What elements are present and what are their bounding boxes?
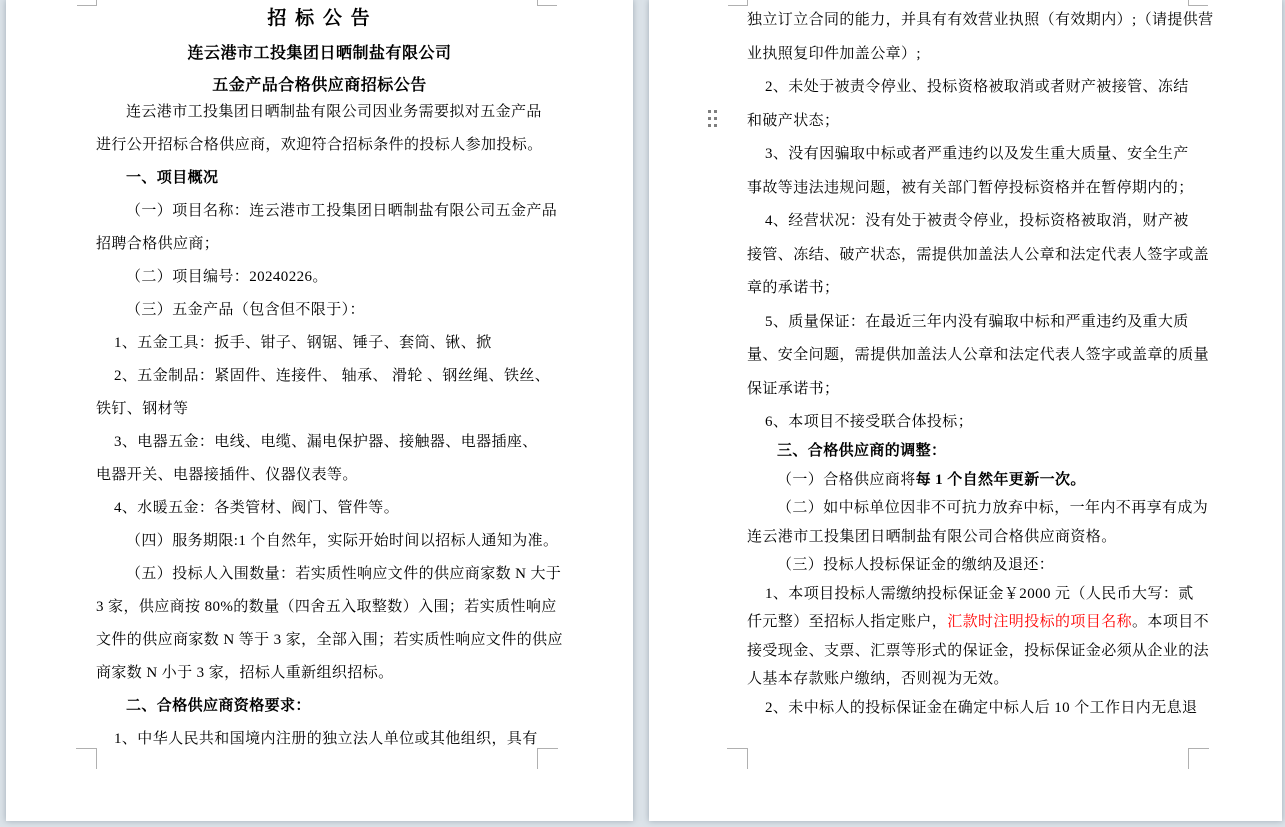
text-line — [96, 624, 563, 657]
text-run: （二）项目编号：20240226。 — [126, 269, 328, 285]
text-line — [747, 608, 1210, 637]
text-line — [747, 71, 1188, 105]
text-line — [96, 162, 537, 195]
text-run: 独立订立合同的能力，并具有有效营业执照（有效期内）;（请提供营 — [747, 12, 1214, 28]
text-line — [747, 466, 1188, 495]
text-run: （四）服务期限:1 个自然年，实际开始时间以招标人通知为准。 — [126, 533, 559, 549]
text-line — [747, 239, 1210, 273]
text-line — [747, 551, 1188, 580]
text-run: 量、安全问题，需提供加盖法人公章和法定代表人签字或盖章的质量 — [747, 347, 1210, 363]
text-run: 接管、冻结、破产状态，需提供加盖法人公章和法定代表人签字或盖 — [747, 246, 1210, 263]
text-line — [96, 129, 543, 162]
text-run: （三）投标人投标保证金的缴纳及退还： — [777, 557, 1055, 573]
crop-mark — [537, 748, 558, 749]
crop-mark — [727, 748, 748, 749]
page-2-text-column-upper — [747, 4, 1214, 440]
text-run: 事故等违法违规问题，被有关部门暂停投标资格并在暂停期内的； — [747, 179, 1194, 196]
text-line — [747, 4, 1214, 38]
crop-mark — [537, 748, 538, 769]
text-run: 保证承诺书； — [747, 380, 840, 397]
text-run: 1、五金工具：扳手、钳子、钢锯、锤子、套筒、锹、掀 — [114, 335, 492, 351]
text-line — [747, 205, 1188, 239]
text-line — [96, 294, 537, 327]
crop-mark — [76, 748, 97, 749]
text-run: 电器开关、电器接插件、仪器仪表等。 — [96, 467, 358, 483]
text-line — [747, 637, 1210, 666]
text-line — [96, 228, 537, 261]
text-run: 三、合格供应商的调整： — [777, 443, 947, 459]
text-line — [747, 494, 1209, 523]
text-line — [747, 105, 1188, 139]
crop-mark — [537, 5, 557, 6]
text-run: 。本项目不 — [1132, 614, 1210, 630]
text-run: 连云港市工投集团日晒制盐有限公司合格供应商资格。 — [747, 528, 1117, 545]
text-line — [96, 723, 537, 756]
text-run: 进行公开招标合格供应商，欢迎符合招标条件的投标人参加投标。 — [96, 137, 543, 153]
text-run: 仟元整）至招标人指定账户， — [747, 614, 948, 630]
text-run: （一）项目名称：连云港市工投集团日晒制盐有限公司五金产品 — [126, 203, 558, 219]
crop-mark — [1188, 748, 1189, 769]
text-line — [747, 665, 1188, 694]
text-run: 每 1 个自然年更新一次。 — [915, 471, 1086, 488]
text-run: 4、经营状况：没有处于被责令停业，投标资格被取消，财产被 — [765, 213, 1189, 229]
text-line — [96, 558, 562, 591]
text-line — [96, 525, 559, 558]
text-run: 章的承诺书； — [747, 280, 840, 296]
text-line — [747, 172, 1194, 206]
text-run: 2、未中标人的投标保证金在确定中标人后 10 个工作日内无息退 — [765, 699, 1198, 716]
text-run: 3 家，供应商按 80%的数量（四舍五入取整数）入围；若实质性响应 — [96, 599, 557, 615]
crop-mark — [1188, 748, 1209, 749]
crop-mark — [1188, 5, 1208, 6]
text-run: 1、中华人民共和国境内注册的独立法人单位或其他组织，具有 — [114, 731, 538, 747]
text-run: （二）如中标单位因非不可抗力放弃中标，一年内不再享有成为 — [777, 500, 1209, 516]
text-run: 招聘合格供应商； — [96, 236, 220, 252]
text-line — [96, 690, 537, 723]
text-run: 和破产状态； — [747, 112, 840, 129]
text-run: 文件的供应商家数 N 等于 3 家，全部入围；若实质性响应文件的供应 — [96, 632, 563, 648]
text-run: 接受现金、支票、汇票等形式的保证金，投标保证金必须从企业的法 — [747, 642, 1210, 659]
text-line — [747, 339, 1210, 373]
text-line — [747, 437, 1188, 466]
text-line — [96, 492, 537, 525]
text-line — [747, 694, 1198, 723]
text-run: （一）合格供应商将 — [777, 471, 916, 488]
page-2[interactable] — [649, 0, 1282, 821]
text-run: 业执照复印件加盖公章）; — [747, 45, 921, 62]
text-line — [96, 393, 537, 426]
text-line — [747, 406, 1188, 440]
text-run: （三）五金产品（包含但不限于）： — [126, 302, 365, 318]
text-line — [96, 261, 537, 294]
text-line — [747, 580, 1194, 609]
drag-handle-icon[interactable] — [707, 108, 718, 129]
text-line — [747, 373, 1188, 407]
page-2-text-column-lower — [747, 437, 1210, 722]
text-line — [747, 306, 1188, 340]
doc-subtitle-company: 连云港市工投集团日晒制盐有限公司 — [187, 45, 452, 62]
text-run: 1、本项目投标人需缴纳投标保证金￥2000 元（人民币大写：贰 — [765, 585, 1194, 602]
doc-subtitle-notice: 五金产品合格供应商招标公告 — [212, 77, 427, 94]
text-line — [96, 195, 558, 228]
text-run: 3、电器五金：电线、电缆、漏电保护器、接触器、电器插座、 — [114, 434, 538, 450]
page-1-text-column — [96, 96, 563, 756]
page-1[interactable] — [6, 0, 633, 821]
text-line — [96, 591, 557, 624]
text-run: （五）投标人入围数量：若实质性响应文件的供应商家数 N 大于 — [126, 566, 562, 582]
text-line — [96, 360, 551, 393]
text-run: 4、水暖五金：各类管材、阀门、管件等。 — [114, 500, 400, 516]
crop-mark — [747, 748, 748, 769]
text-run: 2、五金制品：紧固件、连接件、 轴承、 滑轮 、钢丝绳、铁丝、 — [114, 368, 551, 384]
crop-mark — [728, 5, 748, 6]
text-run: 铁钉、钢材等 — [96, 401, 189, 417]
text-run: 5、质量保证：在最近三年内没有骗取中标和严重违约及重大质 — [765, 313, 1189, 330]
doc-title: 招 标 公 告 — [267, 8, 372, 29]
text-line — [96, 657, 537, 690]
text-run: 6、本项目不接受联合体投标； — [765, 414, 974, 430]
red-emphasis-text: 汇款时注明投标的项目名称 — [947, 614, 1133, 630]
text-line — [747, 523, 1188, 552]
text-run: 二、合格供应商资格要求： — [126, 698, 311, 714]
text-run: 3、没有因骗取中标或者严重违约以及发生重大质量、安全生产 — [765, 146, 1189, 162]
text-run: 2、未处于被责令停业、投标资格被取消或者财产被接管、冻结 — [765, 79, 1189, 95]
text-line — [96, 327, 537, 360]
text-run: 人基本存款账户缴纳，否则视为无效。 — [747, 671, 1009, 687]
text-line — [96, 96, 542, 129]
text-run: 一、项目概况 — [126, 170, 219, 186]
crop-mark — [96, 748, 97, 769]
text-run: 商家数 N 小于 3 家，招标人重新组织招标。 — [96, 665, 394, 681]
text-run: 连云港市工投集团日晒制盐有限公司因业务需要拟对五金产品 — [126, 104, 542, 120]
text-line — [96, 426, 537, 459]
text-line — [747, 38, 1188, 72]
text-line — [747, 138, 1188, 172]
text-line — [96, 459, 537, 492]
text-line — [747, 272, 1188, 306]
crop-mark — [77, 5, 97, 6]
